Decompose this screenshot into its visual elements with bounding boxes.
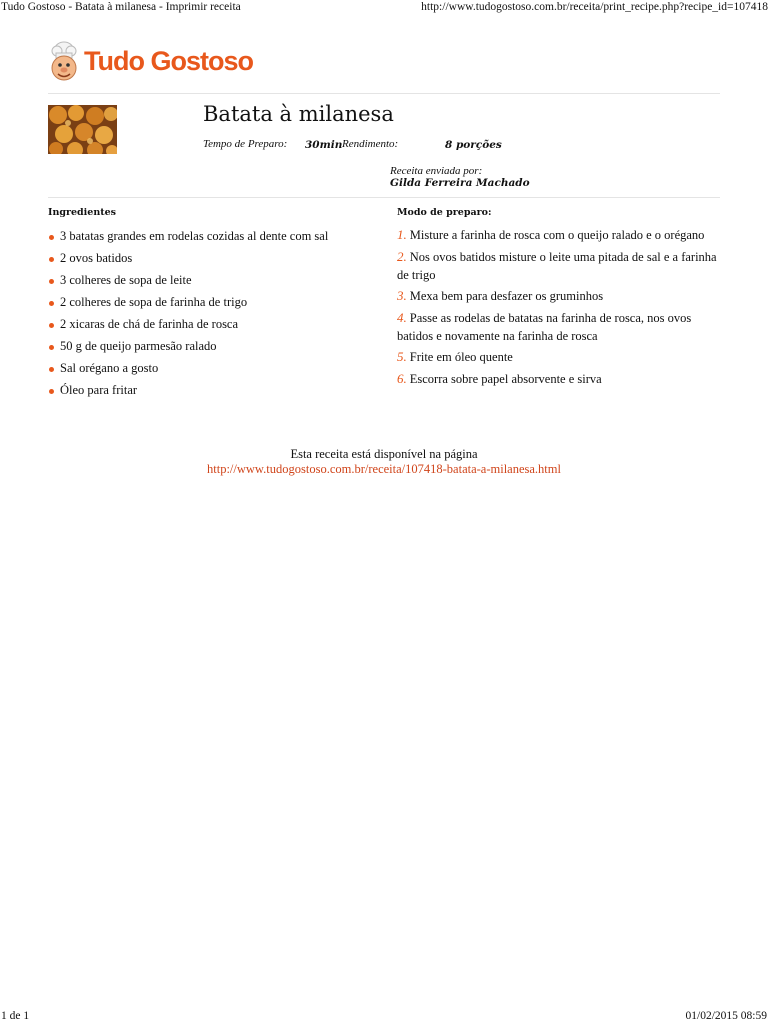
bullet-icon [49,323,54,328]
step-item [397,348,727,366]
bullet-icon [49,279,54,284]
ingredient-text: 2 xicaras de chá de farinha de rosca [60,317,239,331]
ingredients-heading: Ingredientes [48,207,117,218]
step-text: Misture a farinha de rosca com o queijo ralado e o orégano [409,228,705,242]
page-count: 1 de 1 [1,1010,30,1022]
ingredient-text: 3 batatas grandes em rodelas cozidas al dente com sal [60,229,329,243]
ingredient-text: 2 ovos batidos [60,251,133,265]
step-text: Passe as rodelas de batatas na farinha de rosca, nos ovos batidos e novamente na farinha de rosca [397,310,692,343]
prep-time-value: 30min [305,139,343,151]
yield-value: 8 porções [445,139,502,151]
print-footer [0,1009,768,1023]
yield-label: Rendimento: [342,138,399,150]
list-item [48,380,388,402]
recipe-photo [48,105,117,154]
author-name: Gilda Ferreira Machado [390,177,530,189]
ingredient-text: Óleo para fritar [60,383,138,397]
ingredient-text: 3 colheres de sopa de leite [60,273,192,287]
page-title: Tudo Gostoso - Batata à milanesa - Imprimir receita [1,1,241,13]
prep-time-label: Tempo de Preparo: [203,138,288,150]
ingredient-text: 50 g de queijo parmesão ralado [60,339,217,353]
list-item [48,336,388,358]
list-item [48,314,388,336]
sent-by-label: Receita enviada por: [390,165,483,177]
recipe-title: Batata à milanesa [203,102,394,126]
list-item [48,226,388,248]
list-item [48,248,388,270]
bullet-icon [49,345,54,350]
bullet-icon [49,235,54,240]
step-text: Frite em óleo quente [409,350,513,364]
print-datetime: 01/02/2015 08:59 [685,1010,767,1022]
step-text: Mexa bem para desfazer os gruminhos [409,289,604,303]
method-heading: Modo de preparo: [397,207,492,218]
availability-note [0,447,768,477]
step-text: Nos ovos batidos misture o leite uma pitada de sal e a farinha de trigo [397,249,717,282]
step-number: 6. [397,370,407,386]
page-url: http://www.tudogostoso.com.br/receita/print_recipe.php?recipe_id=107418 [421,1,768,13]
site-logo[interactable] [46,40,286,86]
availability-text: Esta receita está disponível na página [290,447,478,461]
step-number: 5. [397,349,407,364]
step-item [397,370,727,388]
step-number: 1. [397,227,407,242]
list-item [48,292,388,314]
bullet-icon [49,301,54,306]
step-text: Escorra sobre papel absorvente e sirva [409,371,602,386]
ingredient-text: 2 colheres de sopa de farinha de trigo [60,295,248,309]
method-steps [397,226,727,391]
logo-text: Tudo Gostoso [84,46,253,76]
step-number: 2. [397,248,407,264]
list-item [48,358,388,380]
step-number: 4. [397,309,407,325]
bullet-icon [49,389,54,394]
recipe-link[interactable]: http://www.tudogostoso.com.br/receita/107418-batata-a-milanesa.html [207,462,561,476]
ingredient-text: Sal orégano a gosto [60,361,159,375]
divider [48,197,720,198]
chef-mascot-icon [46,40,82,84]
step-item [397,248,727,284]
print-header [0,0,768,14]
step-item [397,309,727,345]
bullet-icon [49,257,54,262]
step-item [397,287,727,305]
ingredients-list [48,226,388,402]
step-number: 3. [397,288,407,303]
list-item [48,270,388,292]
step-item [397,226,727,244]
bullet-icon [49,367,54,372]
divider [48,93,720,94]
